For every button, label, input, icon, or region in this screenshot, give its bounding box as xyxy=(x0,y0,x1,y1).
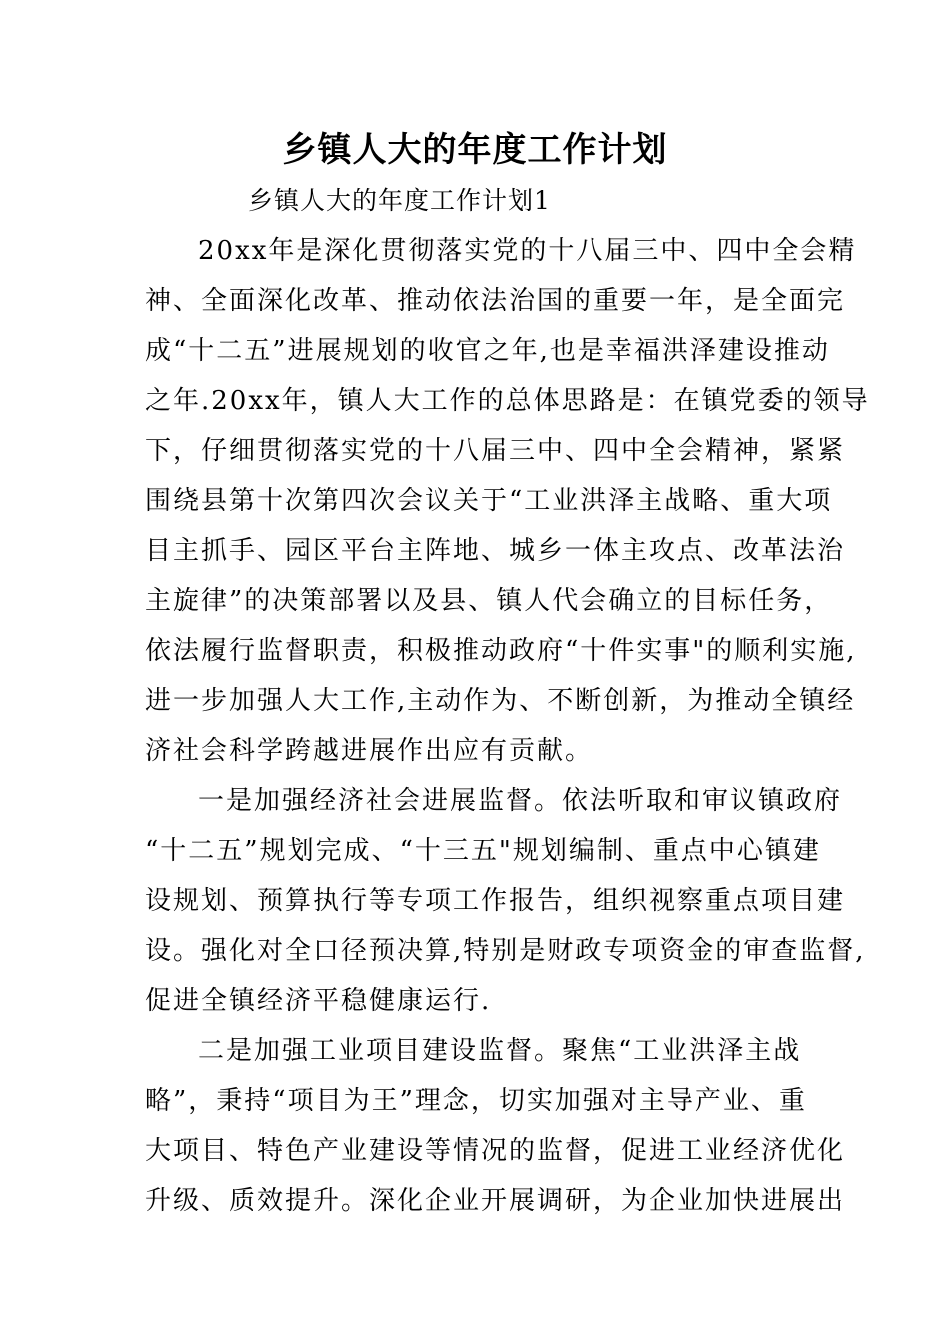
paragraph-line: 升级、质效提升。深化企业开展调研，为企业加快进展出 xyxy=(145,1186,846,1216)
paragraph-line: 设规划、预算执行等专项工作报告，组织视察重点项目建 xyxy=(145,886,846,916)
document-title: 乡镇人大的年度工作计划 xyxy=(282,130,668,170)
paragraph-line: 神、全面深化改革、推动依法治国的重要一年，是全面完 xyxy=(145,286,846,316)
paragraph-line: 略”，秉持“项目为王”理念，切实加强对主导产业、重 xyxy=(145,1086,807,1116)
paragraph-line: 促进全镇经济平稳健康运行. xyxy=(145,986,492,1016)
paragraph-line: 20xx年是深化贯彻落实党的十八届三中、四中全会精 xyxy=(198,236,857,266)
paragraph-line: 成“十二五”进展规划的收官之年,也是幸福洪泽建设推动 xyxy=(145,336,830,366)
paragraph-line: 二是加强工业项目建设监督。聚焦“工业洪泽主战 xyxy=(198,1036,802,1066)
paragraph-line: “十二五”规划完成、“十三五"规划编制、重点中心镇建 xyxy=(145,836,821,866)
paragraph-line: 下，仔细贯彻落实党的十八届三中、四中全会精神，紧紧 xyxy=(145,436,846,466)
paragraph-line: 进一步加强人大工作,主动作为、不断创新，为推动全镇经 xyxy=(145,686,856,716)
document-subtitle: 乡镇人大的年度工作计划1 xyxy=(248,186,551,215)
paragraph-line: 目主抓手、园区平台主阵地、城乡一体主攻点、改革法治 xyxy=(145,536,846,566)
paragraph-line: 主旋律”的决策部署以及县、镇人代会确立的目标任务， xyxy=(145,586,833,616)
paragraph-line: 一是加强经济社会进展监督。依法听取和审议镇政府 xyxy=(198,786,843,816)
paragraph-line: 济社会科学跨越进展作出应有贡献。 xyxy=(145,736,594,766)
paragraph-line: 设。强化对全口径预决算,特别是财政专项资金的审查监督, xyxy=(145,936,866,966)
paragraph-line: 大项目、特色产业建设等情况的监督，促进工业经济优化 xyxy=(145,1136,846,1166)
paragraph-line: 依法履行监督职责，积极推动政府“十件实事"的顺利实施, xyxy=(145,636,857,666)
paragraph-line: 围绕县第十次第四次会议关于“工业洪泽主战略、重大项 xyxy=(145,486,833,516)
paragraph-line: 之年.20xx年，镇人大工作的总体思路是：在镇党委的领导 xyxy=(145,386,870,416)
